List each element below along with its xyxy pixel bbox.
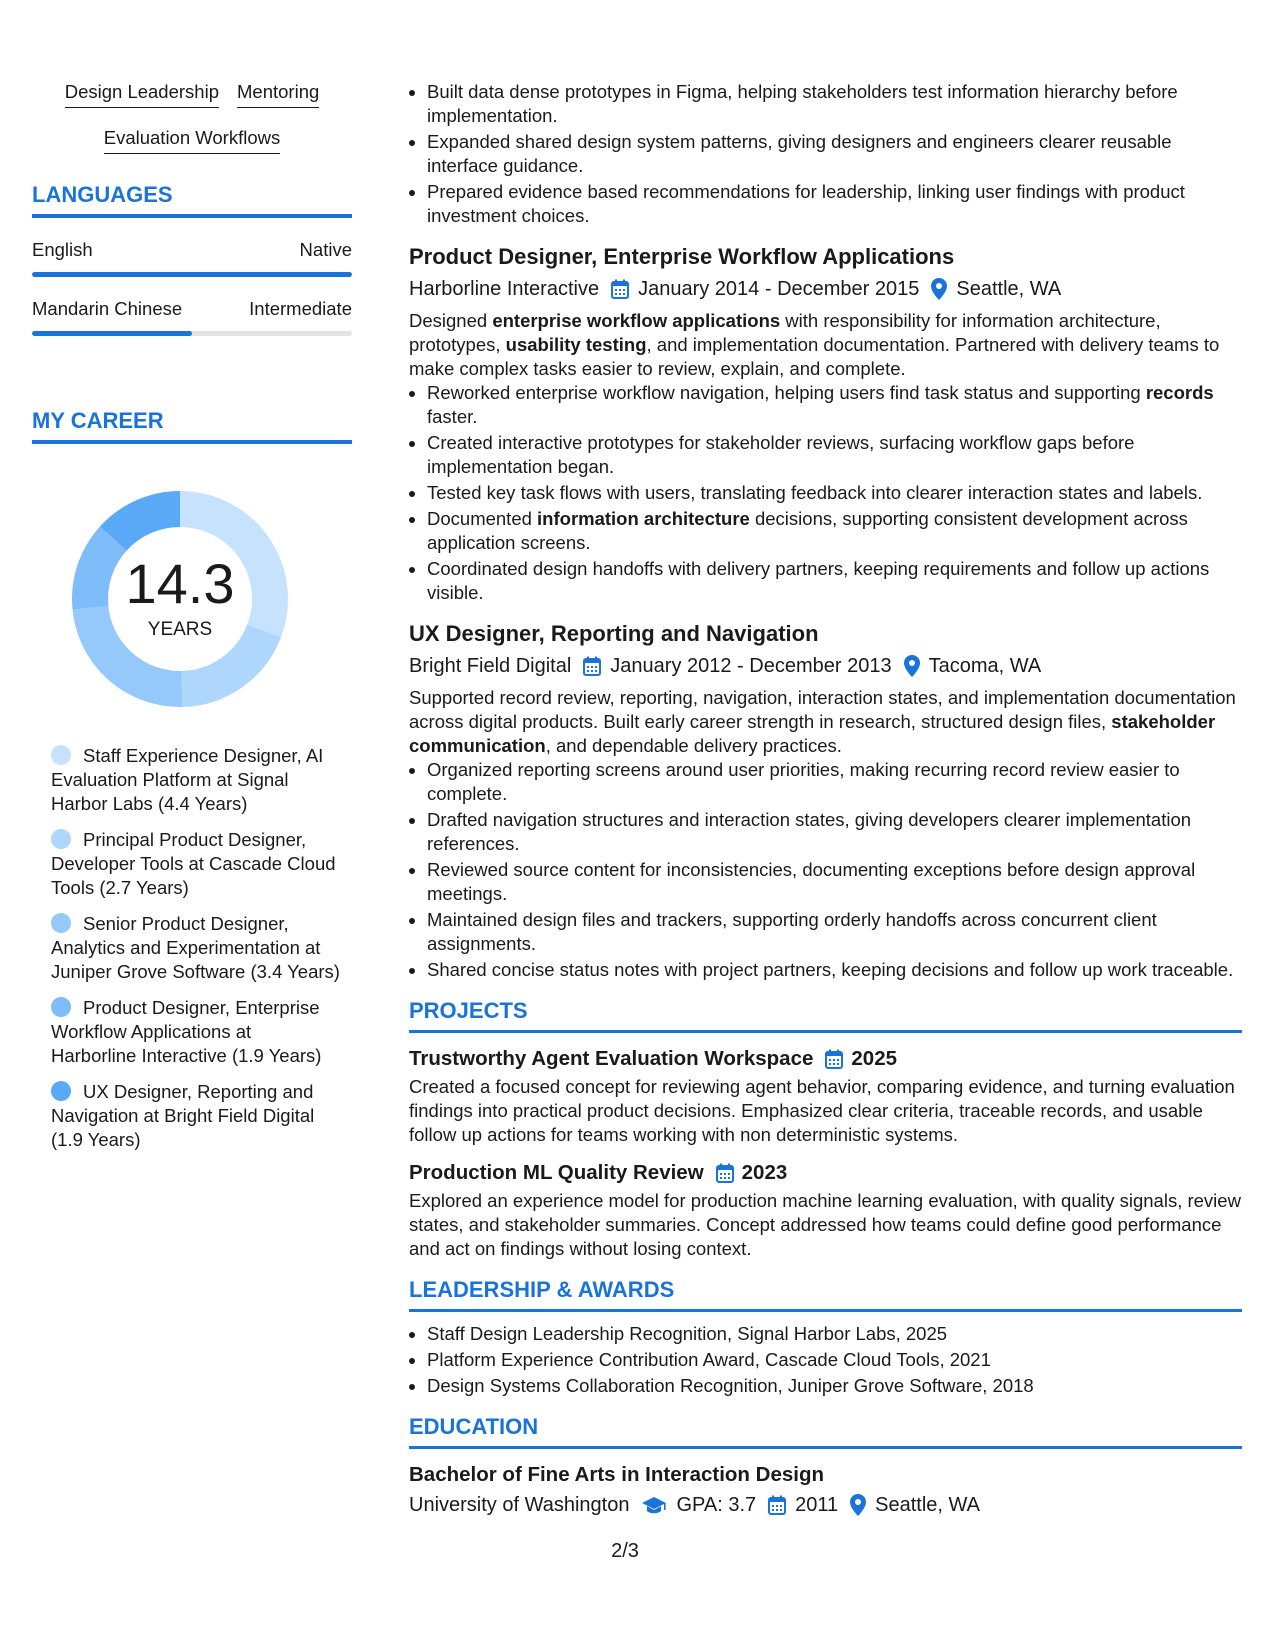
language-item xyxy=(32,297,352,336)
education-degree: Bachelor of Fine Arts in Interaction Design xyxy=(409,1463,824,1486)
bullet-item: • Staff Design Leadership Recognition, Signal Harbor Labs, 2025 xyxy=(427,1322,1242,1346)
graduation-cap-icon xyxy=(641,1495,667,1515)
job-company: Harborline Interactive xyxy=(409,278,600,300)
bullet-item: • Coordinated design handoffs with delivery partners, keeping requirements and follow up actions visible. xyxy=(427,557,1242,605)
language-level: Native xyxy=(299,239,352,260)
bullet-item: • Maintained design files and trackers, supporting orderly handoffs across concurrent client assignments. xyxy=(427,908,1242,956)
career-legend-item xyxy=(51,996,341,1068)
legend-label: UX Designer, Reporting and Navigation at Bright Field Digital (1.9 Years) xyxy=(51,1081,315,1150)
bullet-item: • Shared concise status notes with project partners, keeping decisions and follow up work traceable. xyxy=(427,958,1242,982)
job-meta xyxy=(409,652,1242,680)
skill-tag: Evaluation Workflows xyxy=(104,126,281,154)
career-donut-chart xyxy=(65,484,295,714)
bullet-item: • Created interactive prototypes for stakeholder reviews, surfacing workflow gaps before implementation began. xyxy=(427,431,1242,479)
education-entry xyxy=(409,1461,1242,1519)
bullet-item: • Reworked enterprise workflow navigation, helping users find task status and supporting records faster. xyxy=(427,381,1242,429)
legend-label: Staff Experience Designer, AI Evaluation Platform at Signal Harbor Labs (4.4 Years) xyxy=(51,745,324,814)
legend-dot xyxy=(51,1081,71,1101)
language-proficiency-bar xyxy=(32,272,352,277)
experience-list xyxy=(409,242,1242,982)
project-entry xyxy=(409,1159,1242,1261)
career-heading: MY CAREER xyxy=(32,408,352,444)
job-description: Designed enterprise workflow applications with responsibility for information architecture, prototypes, usability testing, and implementation documentation. Partnered with delivery teams to make complex tasks easier to review, explain, and complete. xyxy=(409,310,1220,379)
education-location: Seattle, WA xyxy=(875,1494,981,1516)
job-title: Product Designer, Enterprise Workflow Applications xyxy=(409,244,955,269)
project-description: Explored an experience model for production machine learning evaluation, with quality signals, review states, and stakeholder summaries. Concept addressed how teams could define good performance and act on findings without losing context. xyxy=(409,1190,1241,1259)
location-pin-icon xyxy=(931,278,947,300)
education-gpa: GPA: 3.7 xyxy=(676,1494,757,1516)
languages-heading: LANGUAGES xyxy=(32,182,352,218)
bullet-item: • Built data dense prototypes in Figma, helping stakeholders test information hierarchy before implementation. xyxy=(427,80,1242,128)
job-description: Supported record review, reporting, navigation, interaction states, and implementation documentation across digital products. Built early career strength in research, structured design files, stakeholder communication, and dependable delivery practices. xyxy=(409,687,1236,756)
calendar-icon xyxy=(768,1495,786,1515)
education-heading: EDUCATION xyxy=(409,1414,1242,1449)
skills-list xyxy=(32,80,352,154)
skill-tag: Design Leadership xyxy=(65,80,219,108)
calendar-icon xyxy=(583,656,601,676)
education-school: University of Washington xyxy=(409,1494,630,1516)
project-year: 2023 xyxy=(741,1161,788,1184)
job-dates: January 2014 - December 2015 xyxy=(638,278,920,300)
legend-label: Principal Product Designer, Developer Tools at Cascade Cloud Tools (2.7 Years) xyxy=(51,829,336,898)
project-title: Production ML Quality Review xyxy=(409,1161,704,1184)
bullet-item: • Platform Experience Contribution Award, Cascade Cloud Tools, 2021 xyxy=(427,1348,1242,1372)
location-pin-icon xyxy=(904,655,920,677)
job-entry xyxy=(409,242,1242,605)
career-legend xyxy=(32,744,352,1152)
left-column xyxy=(32,80,352,1164)
career-legend-item xyxy=(51,828,341,900)
career-legend-item xyxy=(51,912,341,984)
language-name: English xyxy=(32,239,93,260)
education-year: 2011 xyxy=(795,1494,839,1516)
project-title: Trustworthy Agent Evaluation Workspace xyxy=(409,1047,814,1070)
bullet-item: • Organized reporting screens around user priorities, making recurring record review easier to complete. xyxy=(427,758,1242,806)
projects-list xyxy=(409,1045,1242,1261)
legend-label: Senior Product Designer, Analytics and Experimentation at Juniper Grove Software (3.4 Years) xyxy=(51,913,340,982)
right-column xyxy=(409,80,1242,1519)
job-company: Bright Field Digital xyxy=(409,655,572,677)
previous-role-bullets xyxy=(409,80,1242,228)
legend-label: Product Designer, Enterprise Workflow Applications at Harborline Interactive (1.9 Years) xyxy=(51,997,322,1066)
projects-heading: PROJECTS xyxy=(409,998,1242,1033)
career-total-years: 14.3 xyxy=(125,552,235,615)
location-pin-icon xyxy=(850,1494,866,1516)
job-bullets xyxy=(409,758,1242,982)
project-year: 2025 xyxy=(851,1047,897,1070)
career-legend-item xyxy=(51,744,341,816)
language-proficiency-fill xyxy=(32,272,352,277)
project-description: Created a focused concept for reviewing agent behavior, comparing evidence, and turning evaluation findings into practical product decisions. Emphasized clear criteria, traceable records, and usable follow up actions for teams working with non deterministic systems. xyxy=(409,1076,1235,1145)
bullet-item: • Expanded shared design system patterns, giving designers and engineers clearer reusable interface guidance. xyxy=(427,130,1242,178)
bullet-item: • Prepared evidence based recommendations for leadership, linking user findings with product investment choices. xyxy=(427,180,1242,228)
skills-row xyxy=(32,126,352,154)
bullet-item: • Tested key task flows with users, translating feedback into clearer interaction states and labels. xyxy=(427,481,1242,505)
donut-segment-5 xyxy=(113,509,180,539)
legend-dot xyxy=(51,829,71,849)
project-title-row xyxy=(409,1045,1242,1073)
job-location: Seattle, WA xyxy=(956,278,1062,300)
career-legend-item xyxy=(51,1080,341,1152)
job-bullets xyxy=(409,381,1242,605)
skill-tag: Mentoring xyxy=(237,80,319,108)
awards-list xyxy=(409,1322,1242,1398)
language-item xyxy=(32,238,352,277)
bullet-item: • Documented information architecture decisions, supporting consistent development across application screens. xyxy=(427,507,1242,555)
language-level: Intermediate xyxy=(249,298,352,319)
bullet-item: • Drafted navigation structures and interaction states, giving developers clearer implementation references. xyxy=(427,808,1242,856)
skills-row xyxy=(32,80,352,108)
job-entry xyxy=(409,619,1242,982)
education-meta xyxy=(409,1491,1242,1519)
job-meta xyxy=(409,275,1242,303)
languages-list xyxy=(32,238,352,336)
calendar-icon xyxy=(825,1049,843,1069)
legend-dot xyxy=(51,913,71,933)
bullet-item: • Design Systems Collaboration Recognition, Juniper Grove Software, 2018 xyxy=(427,1374,1242,1398)
calendar-icon xyxy=(611,279,629,299)
job-location: Tacoma, WA xyxy=(928,655,1042,677)
page-number: 2/3 xyxy=(611,1540,639,1562)
awards-heading: LEADERSHIP & AWARDS xyxy=(409,1277,1242,1312)
job-dates: January 2012 - December 2013 xyxy=(610,655,892,677)
legend-dot xyxy=(51,997,71,1017)
language-row xyxy=(32,297,352,321)
project-entry xyxy=(409,1045,1242,1147)
language-name: Mandarin Chinese xyxy=(32,298,183,319)
language-proficiency-fill xyxy=(32,331,192,336)
job-title: UX Designer, Reporting and Navigation xyxy=(409,621,819,646)
bullet-item: • Reviewed source content for inconsistencies, documenting exceptions before design approval meetings. xyxy=(427,858,1242,906)
project-title-row xyxy=(409,1159,1242,1187)
language-proficiency-bar xyxy=(32,331,352,336)
language-row xyxy=(32,238,352,262)
career-total-unit: YEARS xyxy=(147,619,213,640)
legend-dot xyxy=(51,745,71,765)
calendar-icon xyxy=(716,1163,734,1183)
